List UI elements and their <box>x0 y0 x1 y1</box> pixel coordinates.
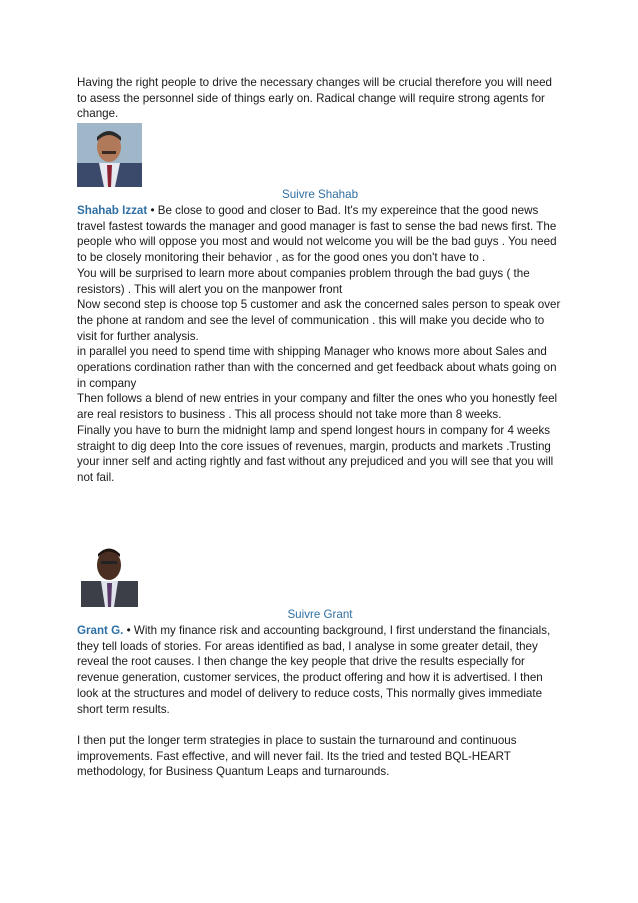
post-paragraph: Now second step is choose top 5 customer and ask the concerned sales person to speak over the phone at random and see the level of communication . this will make you decide who to visit for further analysis. <box>77 298 561 343</box>
post-paragraph: Then follows a blend of new entries in your company and filter the ones who you honestly feel are real resistors to business . This all process should not take more than 8 weeks. <box>77 392 558 422</box>
post-bullet: • <box>123 624 134 637</box>
grant-avatar <box>77 543 142 607</box>
post-paragraph: I then put the longer term strategies in place to sustain the turnaround and continuous improvements. Fast effective, and will never fail. Its the tried and tested BQL-HEART methodology, for Business Quantum Leaps and turnarounds. <box>77 733 517 779</box>
grant-author-link[interactable]: Grant G. <box>77 624 124 637</box>
follow-shahab-link[interactable]: Suivre Shahab <box>281 188 359 201</box>
post-paragraph: in parallel you need to spend time with shipping Manager who knows more about Sales and operations cordination rather than with the concerned and get feedback about whats going on in company <box>77 345 557 390</box>
blank-line <box>77 717 563 733</box>
post-bullet: • <box>147 204 158 217</box>
post-paragraph: Finally you have to burn the midnight lamp and spend longest hours in company for 4 weeks straight to dig deep Into the core issues of revenues, margin, products and markets .Trusting your inner self and acting rightly and fast without any prejudiced and you will see that you will not fail. <box>77 423 554 484</box>
shahab-author-link[interactable]: Shahab Izzat <box>77 204 148 217</box>
follow-grant-link[interactable]: Suivre Grant <box>287 608 353 621</box>
shahab-post <box>77 203 563 486</box>
post-paragraph: You will be surprised to learn more about companies problem through the bad guys ( the resistors) . This will alert you on the manpower front <box>77 266 530 296</box>
post-paragraph: With my finance risk and accounting background, I first understand the financials, they tell loads of stories. For areas identified as bad, I analyse in some greater detail, they reveal the root causes. I then change the key people that drive the results especially for revenue generation, customer services, the product offering and how it is advertised. I then look at the structures and model of delivery to reduce costs, This normally gives immediate short term results. <box>77 624 551 716</box>
post-paragraph: Be close to good and closer to Bad. It's my expereince that the good news travel fastest towards the manager and good manager is fast to sense the bad news first. The people who will oppose you most and would not welcome you will be the bad guys . You need to be closely monitoring their behavior , as for the good ones you don't have to . <box>77 204 557 265</box>
intro-paragraph: Having the right people to drive the necessary changes will be crucial therefore you will need to asess the personnel side of things early on. Radical change will require strong agents for change. <box>77 76 552 121</box>
grant-post <box>77 623 563 780</box>
shahab-avatar <box>77 123 142 187</box>
